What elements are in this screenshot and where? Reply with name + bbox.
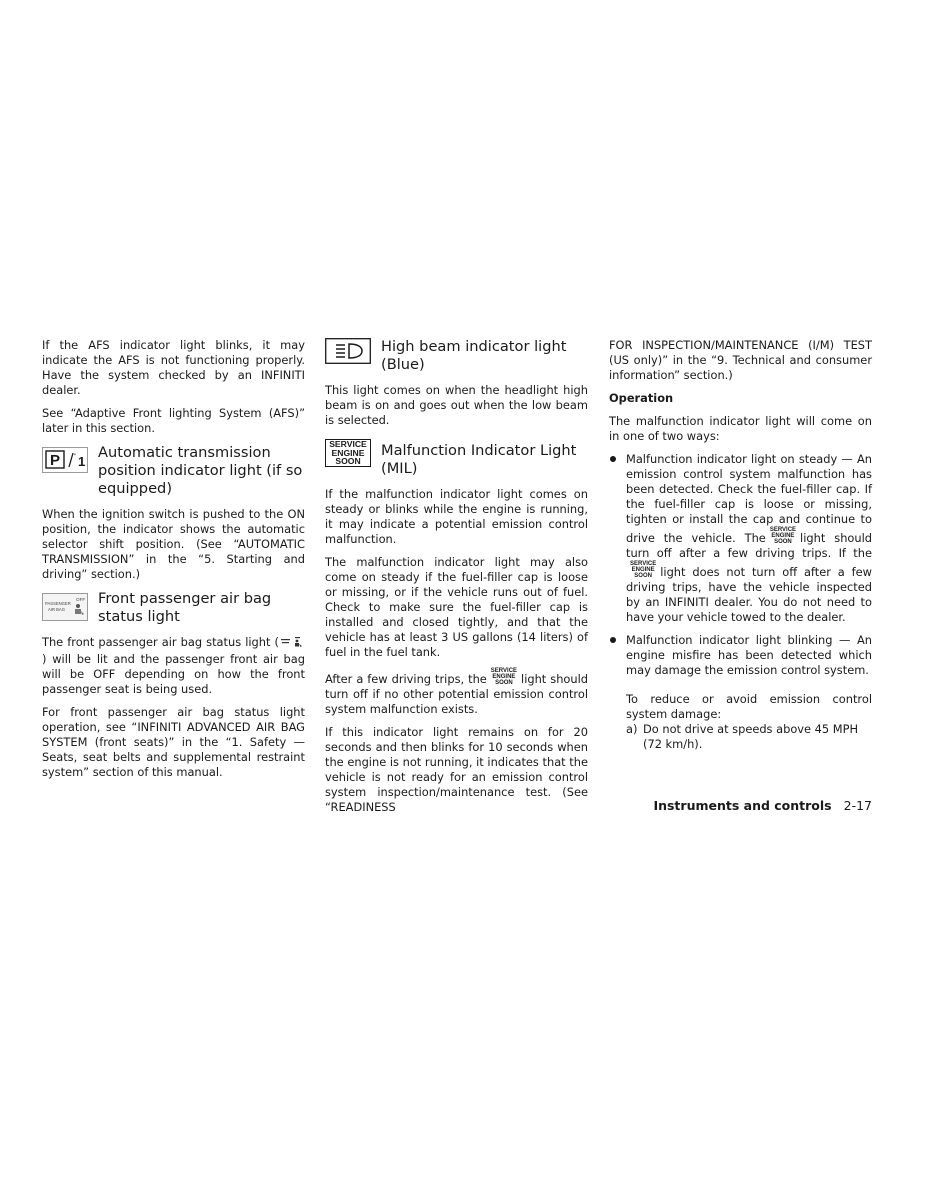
ses-line2: ENGINE — [331, 447, 365, 458]
ses-b1a-line3: SOON — [774, 539, 792, 545]
list-item: Malfunction indicator light blinking — An engine misfire has been detected which may damage the emission control system. — [609, 633, 872, 678]
bullet-1-part-b: light should turn off after a few driving trips. If the — [626, 531, 872, 560]
sub-item-a-text: Do not drive at speeds above 45 MPH (72 km/h). — [643, 722, 859, 751]
column-3 — [609, 338, 872, 752]
airbag-heading: Front passenger air bag status light — [98, 590, 272, 625]
afs-see-paragraph: See “Adaptive Front lighting System (AFS)” later in this section. — [42, 406, 305, 435]
transmission-position-icon — [42, 447, 88, 477]
ses-b1b-line2: ENGINE — [631, 567, 655, 573]
sub-item-a-label: a) — [626, 722, 638, 736]
mil-heading: Malfunction Indicator Light (MIL) — [381, 442, 577, 477]
high-beam-icon — [325, 338, 371, 368]
operation-heading: Operation — [609, 391, 674, 405]
ses-b1b-line1: SERVICE — [630, 561, 657, 567]
transmission-icon-letter: P — [49, 452, 61, 469]
bullet-1-part-a: Malfunction indicator light on steady — An emission control system malfunction has been detected. Check the fuel-filler cap. If the fuel-filler cap is loose or missing, tighten or install the cap and continue to drive the vehicle. The — [626, 452, 872, 545]
auto-transmission-heading-block — [42, 444, 305, 498]
ses-line1: SERVICE — [329, 439, 367, 450]
mil-heading-block — [325, 436, 588, 478]
airbag-operation-paragraph: For front passenger air bag status light operation, see “INFINITI ADVANCED AIR BAG SYSTEM (front seats)” in the “1. Safety — Seats, seat belts and supplemental restraint system” section of this manual. — [42, 705, 305, 779]
operation-bullet-list — [609, 452, 872, 678]
service-engine-soon-icon — [325, 439, 371, 467]
list-item — [609, 452, 872, 625]
footer-section-title: Instruments and controls — [653, 798, 832, 813]
auto-transmission-heading: Automatic transmission position indicator light (if so equipped) — [98, 444, 303, 497]
mil-paragraph-4: If this indicator light remains on for 20 seconds and then blinks for 10 seconds when the engine is not running, it indicates that the vehicle is not ready for an emission control system inspection/maintenance test. (See “READINESS — [325, 725, 588, 814]
airbag-icon-line1: PASSENGER — [45, 601, 71, 606]
mil-paragraph-3 — [325, 668, 588, 717]
readiness-continued-paragraph: FOR INSPECTION/MAINTENANCE (I/M) TEST (US only)” in the “9. Technical and consumer information” section.) — [609, 338, 872, 382]
service-engine-soon-inline-icon — [630, 561, 656, 579]
mil-paragraph-3-part-b: light should turn off if no other potential emission control system malfunction exists. — [325, 672, 588, 716]
high-beam-heading-block — [325, 338, 588, 374]
ses-line3: SOON — [335, 456, 361, 467]
passenger-airbag-status-icon — [42, 593, 88, 625]
ses-b1a-line1: SERVICE — [769, 527, 797, 533]
mil-paragraph-1: If the malfunction indicator light comes on steady or blinks while the engine is running, it may indicate a potential emission control malfunction. — [325, 487, 588, 546]
column-2 — [325, 338, 588, 823]
ses-inline-line2: ENGINE — [492, 674, 516, 680]
ses-b1b-line3: SOON — [634, 573, 652, 579]
high-beam-paragraph: This light comes on when the headlight high beam is on and goes out when the low beam is selected. — [325, 383, 588, 427]
afs-blink-paragraph: If the AFS indicator light blinks, it may indicate the AFS is not functioning properly. Have the system checked by an INFINITI dealer. — [42, 338, 305, 397]
airbag-paragraph-part-b: ) will be lit and the passenger front air bag will be OFF depending on how the front passenger seat is being used. — [42, 652, 305, 696]
airbag-paragraph — [42, 635, 305, 697]
airbag-heading-block — [42, 590, 305, 626]
page-number: 2-17 — [843, 798, 872, 813]
sub-item-a — [609, 722, 872, 752]
airbag-icon-line2: AIR BAG — [48, 607, 65, 612]
page-footer — [653, 798, 872, 813]
service-engine-soon-inline-icon — [770, 527, 796, 545]
high-beam-heading: High beam indicator light (Blue) — [381, 338, 567, 373]
passenger-airbag-inline-icon — [281, 637, 303, 652]
airbag-icon-off: OFF — [76, 597, 86, 602]
ses-inline-line3: SOON — [495, 680, 513, 686]
mil-paragraph-3-part-a: After a few driving trips, the — [325, 672, 487, 686]
operation-paragraph: The malfunction indicator light will come on in one of two ways: — [609, 414, 872, 443]
reduce-damage-paragraph: To reduce or avoid emission control system damage: — [626, 692, 872, 721]
ses-inline-line1: SERVICE — [490, 668, 518, 674]
mil-paragraph-2: The malfunction indicator light may also come on steady if the fuel-filler cap is loose or missing, or if the vehicle runs out of fuel. Check to make sure the fuel-filler cap is installed and closed tightly, and that the vehicle has at least 3 US gallons (14 liters) of fuel in the fuel tank. — [325, 555, 588, 659]
svg-text:“: “ — [74, 454, 76, 460]
service-engine-soon-inline-icon — [491, 668, 517, 686]
airbag-paragraph-part-a: The front passenger air bag status light ( — [42, 635, 279, 649]
bullet-1-part-c: light does not turn off after a few driving trips, have the vehicle inspected by an INFINITI dealer. You do not need to have your vehicle towed to the dealer. — [626, 565, 872, 624]
auto-transmission-paragraph: When the ignition switch is pushed to the ON position, the indicator shows the automatic selector shift position. (See “AUTOMATIC TRANSMISSION” in the “5. Starting and driving” section.) — [42, 507, 305, 581]
transmission-icon-number: 1 — [78, 454, 86, 469]
column-1 — [42, 338, 305, 788]
ses-b1a-line2: ENGINE — [771, 533, 795, 539]
